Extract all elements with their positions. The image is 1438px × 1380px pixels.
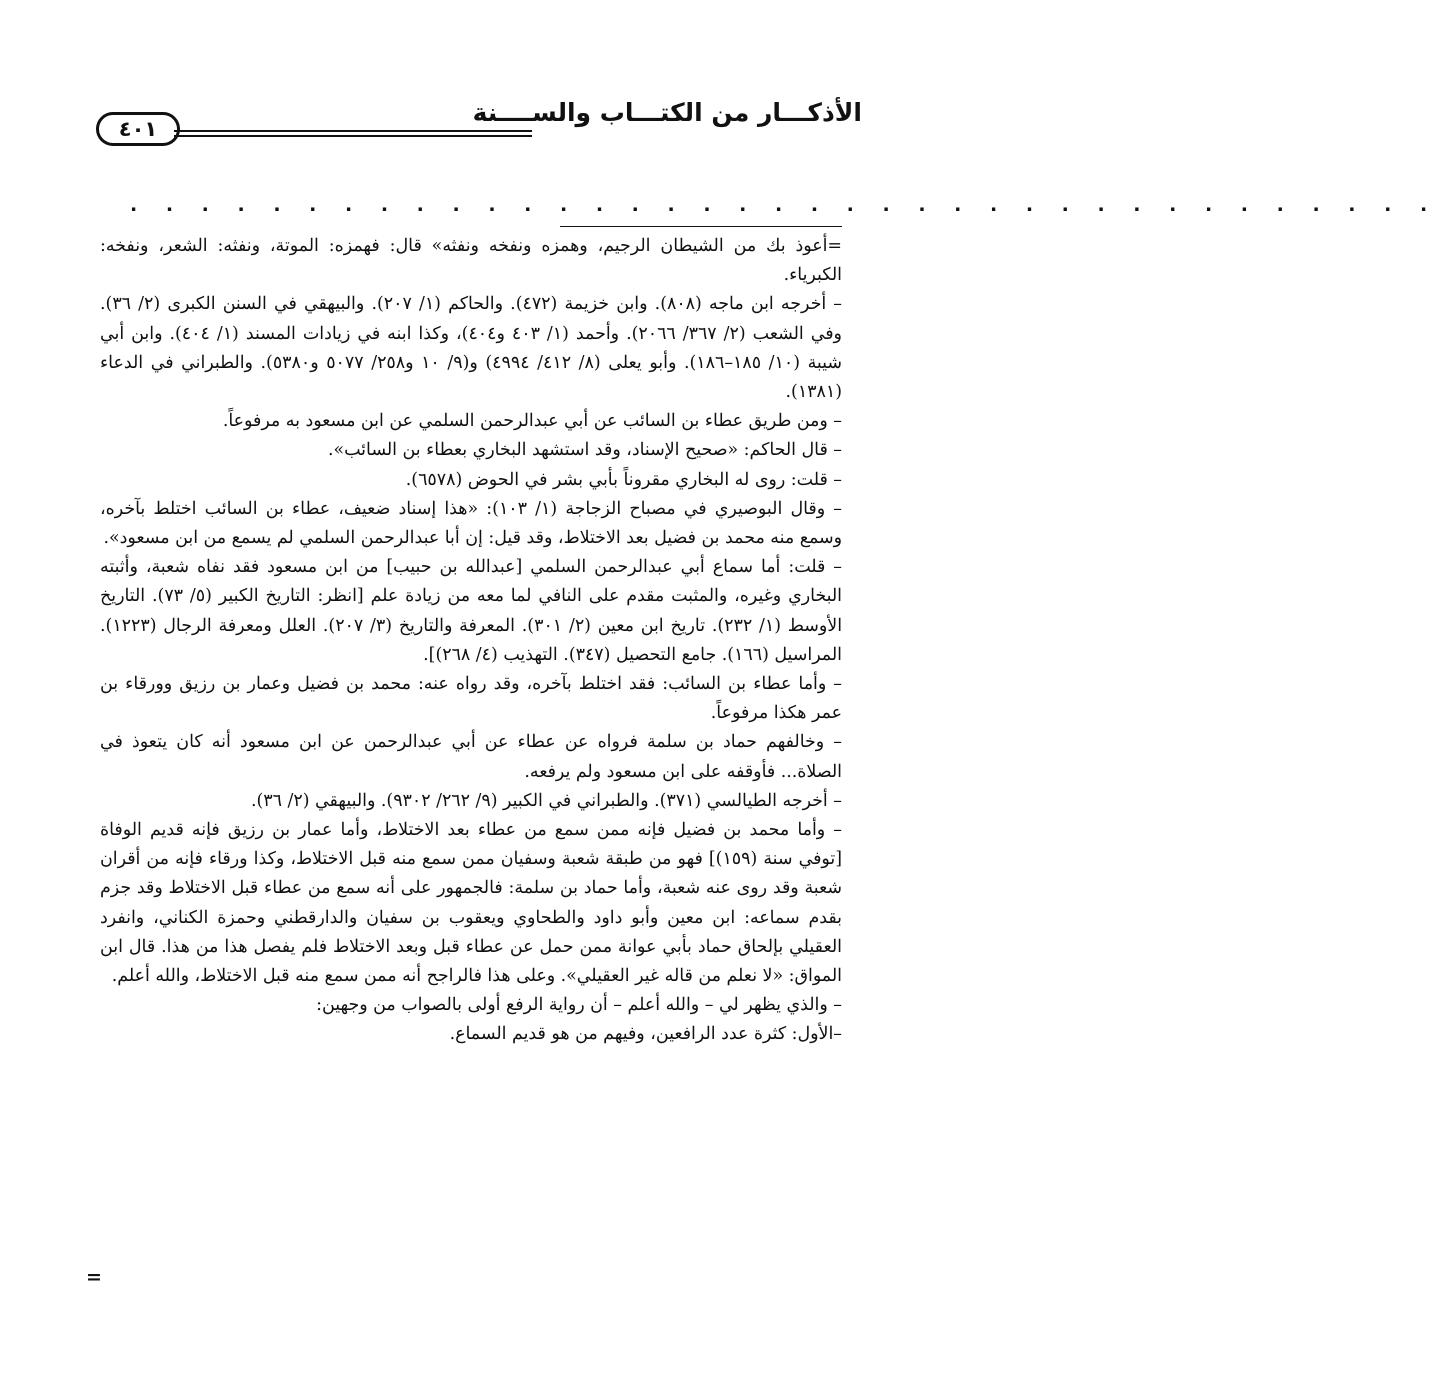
footnote-paragraph: =أعوذ بك من الشيطان الرجيم، وهمزه ونفخه ونفثه» قال: فهمزه: الموتة، ونفثه: الشعر، ونفخه: الكبرياء. bbox=[100, 236, 842, 286]
page-header bbox=[96, 98, 862, 144]
dotted-separator: . . . . . . . . . . . . . . . . . . . . . . . . . . . . . . . . . . . . . bbox=[130, 194, 1438, 216]
continuation-mark: = bbox=[86, 1266, 102, 1288]
footnote-paragraph: – وأما محمد بن فضيل فإنه ممن سمع من عطاء بعد الاختلاط، وأما عمار بن رزيق فإنه قديم الوفاة [توفي سنة (١٥٩)] فهو من طبقة شعبة وسفيان ممن سمع منه قبل الاختلاط، وكذا ورقاء فإنه من أقران شعبة وقد روى عنه شعبة، وأما حماد بن سلمة: فالجمهور على أنه سمع من عطاء قبل الاختلاط وقد جزم بقدم سماعه: ابن معين وأبو داود والطحاوي ويعقوب بن سفيان والدارقطني وحمزة الكناني، وانفرد العقيلي بإلحاق حماد بأبي عوانة ممن حمل عن عطاء قبل وبعد الاختلاط فلم يفصل هذا من هذا. قال ابن المواق: «لا نعلم من قاله غير العقيلي». وعلى هذا فالراجح أنه ممن سمع منه قبل الاختلاط، والله أعلم. bbox=[100, 820, 842, 987]
footnote-rule bbox=[560, 226, 842, 227]
footnote-paragraph: – أخرجه الطيالسي (٣٧١). والطبراني في الكبير (٩/ ٢٦٢/ ٩٣٠٢). والبيهقي (٢/ ٣٦). bbox=[250, 790, 842, 811]
footnote-paragraph: – أخرجه ابن ماجه (٨٠٨). وابن خزيمة (٤٧٢). والحاكم (١/ ٢٠٧). والبيهقي في السنن الكبرى (٢/ ٣٦). وفي الشعب (٢/ ٣٦٧/ ٢٠٦٦). وأحمد (١/ ٤٠٣ و٤٠٤)، وكذا ابنه في زيادات المسند (١/ ٤٠٤). وابن أبي شيبة (١٠/ ١٨٥–١٨٦). وأبو يعلى (٨/ ٤١٢/ ٤٩٩٤) و(٩/ ١٠ و٢٥٨/ ٥٠٧٧ و٥٣٨٠). والطبراني في الدعاء (١٣٨١). bbox=[100, 294, 843, 403]
footnote-paragraph: –الأول: كثرة عدد الرافعين، وفيهم من هو قديم السماع. bbox=[449, 1024, 842, 1045]
header-rule bbox=[174, 130, 532, 137]
page-number: ٤٠١ bbox=[96, 112, 180, 146]
footnote-paragraph: – ومن طريق عطاء بن السائب عن أبي عبدالرحمن السلمي عن ابن مسعود به مرفوعاً. bbox=[222, 411, 842, 432]
footnote-paragraph: – وأما عطاء بن السائب: فقد اختلط بآخره، وقد رواه عنه: محمد بن فضيل وعمار بن رزيق وورقاء بن عمر هكذا مرفوعاً. bbox=[100, 674, 842, 724]
footnote-paragraph: – والذي يظهر لي – والله أعلم – أن رواية الرفع أولى بالصواب من وجهين: bbox=[316, 995, 842, 1016]
running-title: الأذكـــار من الكتـــاب والســــنة bbox=[472, 98, 862, 127]
footnote-paragraph: – قلت: روى له البخاري مقروناً بأبي بشر في الحوض (٦٥٧٨). bbox=[405, 469, 842, 490]
footnote-paragraph: – قلت: أما سماع أبي عبدالرحمن السلمي [عبدالله بن حبيب] من ابن مسعود فقد نفاه شعبة، وأثبته البخاري وغيره، والمثبت مقدم على النافي لما معه من زيادة علم [انظر: التاريخ الكبير (٥/ ٧٣). التاريخ الأوسط (١/ ٢٣٢). تاريخ ابن معين (٢/ ٣٠١). المعرفة والتاريخ (٣/ ٢٠٧). العلل ومعرفة الرجال (١٢٢٣). المراسيل (١٦٦). جامع التحصيل (٣٤٧). التهذيب (٤/ ٢٦٨)]. bbox=[100, 557, 843, 665]
footnote-paragraph: – وخالفهم حماد بن سلمة فرواه عن عطاء عن أبي عبدالرحمن عن ابن مسعود أنه كان يتعوذ في الصلاة... فأوقفه على ابن مسعود ولم يرفعه. bbox=[100, 732, 842, 782]
footnotes-body bbox=[100, 232, 842, 1050]
footnote-paragraph: – وقال البوصيري في مصباح الزجاجة (١/ ١٠٣): «هذا إسناد ضعيف، عطاء بن السائب اختلط بآخره، وسمع منه محمد بن فضيل بعد الاختلاط، وقد قيل: إن أبا عبدالرحمن السلمي لم يسمع من ابن مسعود». bbox=[100, 498, 843, 549]
footnote-paragraph: – قال الحاكم: «صحيح الإسناد، وقد استشهد البخاري بعطاء بن السائب». bbox=[327, 440, 842, 461]
